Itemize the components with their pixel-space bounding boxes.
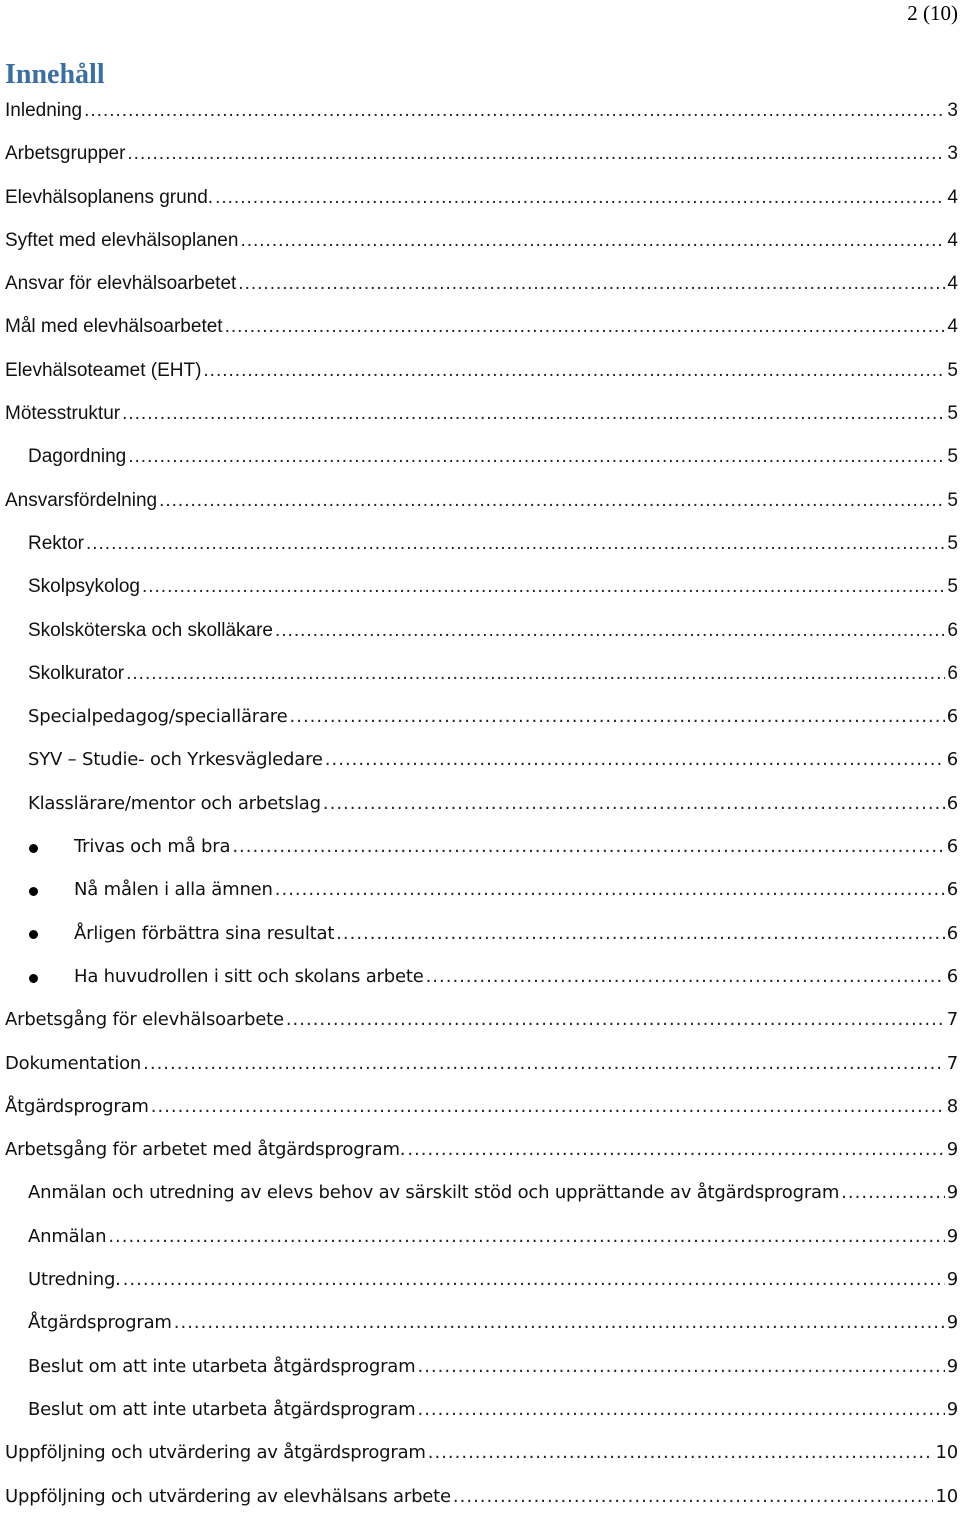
toc-entry-page-number: 10 (935, 1442, 958, 1464)
toc-entry-page-number: 9 (946, 1355, 958, 1377)
toc-entry-page-number: 4 (947, 316, 958, 338)
dot-leader (108, 1215, 944, 1258)
toc-entry-label: Nå målen i alla ämnen (74, 879, 273, 901)
toc-entry-label: Ha huvudrollen i sitt och skolans arbete (74, 965, 424, 987)
toc-entry-label: Åtgärdsprogram (28, 1312, 172, 1334)
toc-entry-page-number: 5 (947, 489, 958, 511)
dot-leader (232, 825, 944, 868)
toc-entry-label: Dokumentation (5, 1052, 142, 1074)
dot-leader (225, 305, 946, 348)
toc-entry[interactable] (0, 132, 960, 175)
bullet-icon (29, 887, 38, 896)
toc-entry-page-number: 5 (947, 446, 958, 468)
toc-entry-label: Skolkurator (28, 662, 125, 684)
toc-entry-page-number: 8 (946, 1095, 958, 1117)
toc-entry[interactable] (0, 1085, 960, 1128)
toc-entry-page-number: 6 (946, 706, 958, 728)
dot-leader (203, 349, 945, 392)
toc-entry-page-number: 5 (947, 359, 958, 381)
toc-entry-page-number: 3 (947, 100, 958, 121)
dot-leader (238, 262, 945, 305)
toc-entry-page-number: 6 (947, 619, 958, 641)
toc-entry-label: Skolpsykolog (28, 576, 140, 598)
toc-entry-label: Anmälan och utredning av elevs behov av särskilt stöd och upprättande av åtgärdsprogram (28, 1182, 840, 1204)
toc-entry[interactable] (0, 1475, 960, 1518)
toc-entry[interactable] (0, 1258, 960, 1301)
dot-leader (453, 1475, 934, 1518)
toc-entry[interactable] (0, 219, 960, 262)
toc-entry-page-number: 9 (946, 1139, 958, 1161)
toc-entry[interactable] (0, 782, 960, 825)
dot-leader (143, 1042, 945, 1085)
toc-entry-page-number: 5 (947, 532, 958, 554)
toc-entry-label: Syftet med elevhälsoplanen (5, 229, 239, 251)
dot-leader (122, 392, 945, 435)
toc-entry-label: Ansvarsfördelning (5, 489, 158, 511)
toc-entry-label: Dagordning (28, 446, 127, 468)
dot-leader (841, 1171, 945, 1214)
toc-entry-label: Beslut om att inte utarbeta åtgärdsprogram (28, 1355, 416, 1377)
toc-entry-label: Klasslärare/mentor och arbetslag (28, 792, 321, 814)
toc-entry-label: Beslut om att inte utarbeta åtgärdsprogram (28, 1398, 416, 1420)
toc-entry[interactable] (0, 1215, 960, 1258)
dot-leader (159, 479, 945, 522)
bullet-icon (29, 844, 38, 853)
toc-entry[interactable] (0, 1128, 960, 1171)
dot-leader (325, 738, 945, 781)
toc-entry-label: Mål med elevhälsoarbetet (5, 316, 223, 338)
toc-entry-label: Arbetsgång för arbetet med åtgärdsprogram. (5, 1139, 406, 1161)
toc-entry-page-number: 10 (935, 1485, 958, 1507)
toc-entry-page-number: 7 (946, 1009, 958, 1031)
toc-entry[interactable] (0, 349, 960, 392)
dot-leader (127, 132, 945, 175)
dot-leader (275, 868, 945, 911)
dot-leader (126, 652, 945, 695)
toc-entry[interactable] (0, 1171, 960, 1214)
dot-leader (240, 219, 945, 262)
toc-entry[interactable] (0, 1042, 960, 1085)
toc-entry[interactable] (0, 868, 960, 911)
toc-entry-label: Uppföljning och utvärdering av åtgärdsprogram (5, 1442, 426, 1464)
toc-entry[interactable] (0, 522, 960, 565)
dot-leader (86, 522, 945, 565)
bullet-icon (29, 930, 38, 939)
toc-entry-label: Inledning (5, 100, 83, 121)
toc-entry[interactable] (0, 912, 960, 955)
toc-entry-label: Uppföljning och utvärdering av elevhälsans arbete (5, 1485, 451, 1507)
dot-leader (151, 1085, 945, 1128)
toc-entry-page-number: 3 (947, 143, 958, 165)
toc-entry-label: Utredning. (28, 1269, 121, 1291)
bullet-icon (29, 974, 38, 983)
dot-leader (275, 609, 945, 652)
toc-entry[interactable] (0, 652, 960, 695)
toc-entry-label: Elevhälsoteamet (EHT) (5, 359, 202, 381)
toc-entry-label: Rektor (28, 532, 84, 554)
toc-entry-page-number: 6 (946, 879, 958, 901)
toc-entry-label: Specialpedagog/speciallärare (28, 706, 288, 728)
dot-leader (290, 695, 945, 738)
toc-entry[interactable] (0, 435, 960, 478)
dot-leader (407, 1128, 944, 1171)
toc-entry-page-number: 9 (946, 1312, 958, 1334)
toc-entry-label: Åtgärdsprogram (5, 1095, 149, 1117)
toc-entry-page-number: 6 (946, 922, 958, 944)
toc-entry-page-number: 6 (946, 792, 958, 814)
toc-entry-page-number: 5 (947, 576, 958, 598)
dot-leader (123, 1258, 945, 1301)
toc-entry-label: Skolsköterska och skolläkare (28, 619, 273, 641)
toc-entry-page-number: 7 (946, 1052, 958, 1074)
dot-leader (84, 89, 945, 132)
toc-entry-page-number: 4 (947, 229, 958, 251)
dot-leader (428, 1431, 934, 1474)
dot-leader (323, 782, 945, 825)
dot-leader (426, 955, 945, 998)
toc-entry[interactable] (0, 1301, 960, 1344)
toc-entry[interactable] (0, 1388, 960, 1431)
toc-entry[interactable] (0, 825, 960, 868)
toc-entry-label: Mötesstruktur (5, 403, 121, 425)
toc-entry-page-number: 4 (947, 186, 958, 208)
toc-entry[interactable] (0, 998, 960, 1041)
toc-entry-page-number: 4 (947, 273, 958, 295)
toc-entry[interactable] (0, 609, 960, 652)
toc-entry-page-number: 9 (946, 1269, 958, 1291)
dot-leader (417, 1345, 944, 1388)
toc-entry-label: Ansvar för elevhälsoarbetet (5, 273, 237, 295)
dot-leader (336, 912, 945, 955)
toc-entry[interactable] (0, 176, 960, 219)
toc-entry-label: SYV – Studie- och Yrkesvägledare (28, 749, 323, 771)
toc-entry[interactable] (0, 305, 960, 348)
dot-leader (174, 1301, 945, 1344)
toc-entry-page-number: 9 (946, 1398, 958, 1420)
toc-entry-label: Trivas och må bra (74, 836, 231, 858)
toc-entry-page-number: 6 (946, 836, 958, 858)
toc-entry[interactable] (0, 89, 960, 132)
toc-entry[interactable] (0, 738, 960, 781)
toc-entry-page-number: 9 (946, 1182, 958, 1204)
toc-entry-label: Arbetsgång för elevhälsoarbete (5, 1009, 284, 1031)
dot-leader (417, 1388, 944, 1431)
toc-entry[interactable] (0, 695, 960, 738)
toc-entry[interactable] (0, 1345, 960, 1388)
toc-entry-label: Anmälan (28, 1225, 107, 1247)
toc-entry-label: Arbetsgrupper (5, 143, 126, 165)
toc-entry[interactable] (0, 1431, 960, 1474)
toc-entry[interactable] (0, 262, 960, 305)
toc-entry[interactable] (0, 955, 960, 998)
toc-entry-page-number: 9 (946, 1225, 958, 1247)
toc-entry-label: Elevhälsoplanens grund. (5, 186, 214, 208)
dot-leader (128, 435, 945, 478)
dot-leader (286, 998, 945, 1041)
toc-entry-page-number: 5 (947, 403, 958, 425)
toc-entry-page-number: 6 (947, 662, 958, 684)
toc-entry-label: Årligen förbättra sina resultat (74, 922, 335, 944)
page-number: 2 (10) (907, 1, 958, 25)
toc-entry-page-number: 6 (946, 965, 958, 987)
toc-entry[interactable] (0, 392, 960, 435)
table-of-contents (0, 89, 960, 1518)
dot-leader (142, 565, 945, 608)
toc-entry-page-number: 6 (946, 749, 958, 771)
dot-leader (215, 176, 945, 219)
toc-entry[interactable] (0, 479, 960, 522)
toc-entry[interactable] (0, 565, 960, 608)
toc-title: Innehåll (5, 59, 105, 90)
